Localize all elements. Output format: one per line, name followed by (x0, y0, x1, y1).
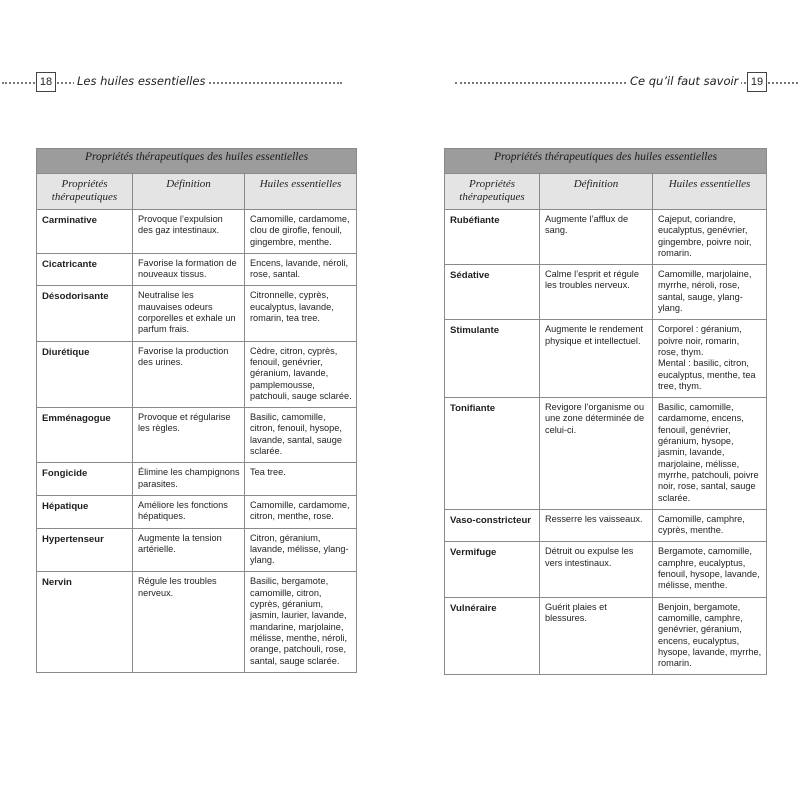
essential-oils-list: Cajeput, coriandre, eucalyptus, genévrier, gingembre, poivre noir, romarin. (653, 210, 767, 265)
property-definition: Revigore l’organisme ou une zone déterminée de celui-ci. (540, 398, 653, 510)
property-name: Hépatique (37, 495, 133, 528)
column-header-definition: Définition (133, 174, 245, 210)
property-definition: Provoque et régularise les règles. (133, 408, 245, 463)
table-row (37, 463, 357, 496)
property-name: Stimulante (445, 320, 540, 398)
column-header-properties: Propriétés thérapeutiques (37, 174, 133, 210)
column-header-oils: Huiles essentielles (245, 174, 357, 210)
essential-oils-list: Benjoin, bergamote, camomille, camphre, genévrier, géranium, encens, eucalyptus, hysope, lavande, myrrhe, romarin. (653, 597, 767, 675)
right-running-head (455, 72, 800, 92)
property-name: Rubéfiante (445, 210, 540, 265)
table-row (37, 495, 357, 528)
essential-oils-list: Camomille, cardamome, citron, menthe, rose. (245, 495, 357, 528)
column-header-oils: Huiles essentielles (653, 174, 767, 210)
essential-oils-list: Basilic, camomille, cardamome, encens, fenouil, genévrier, géranium, hysope, jasmin, lavande, marjolaine, mélisse, myrrhe, patchouli, poivre noir, rose, santal, sauge sclarée. (653, 398, 767, 510)
essential-oils-list: Basilic, bergamote, camomille, citron, cyprès, géranium, jasmin, laurier, lavande, mandarine, marjolaine, mélisse, menthe, néroli, orange, patchouli, rose, santal, sauge sclarée. (245, 572, 357, 672)
table-row (445, 320, 767, 398)
left-running-head-title: Les huiles essentielles (74, 74, 208, 88)
property-name: Nervin (37, 572, 133, 672)
property-name: Désodorisante (37, 286, 133, 341)
property-name: Tonifiante (445, 398, 540, 510)
essential-oils-list: Tea tree. (245, 463, 357, 496)
column-header-definition: Définition (540, 174, 653, 210)
right-page-number: 19 (747, 72, 767, 92)
table-row (37, 572, 357, 672)
table-row (37, 253, 357, 286)
property-definition: Favorise la formation de nouveaux tissus. (133, 253, 245, 286)
table-row (445, 597, 767, 675)
essential-oils-list: Camomille, marjolaine, myrrhe, néroli, rose, santal, sauge, ylang-ylang. (653, 265, 767, 320)
property-definition: Élimine les champignons parasites. (133, 463, 245, 496)
property-definition: Provoque l’expulsion des gaz intestinaux. (133, 210, 245, 254)
property-name: Emménagogue (37, 408, 133, 463)
property-name: Diurétique (37, 341, 133, 407)
table-row (445, 398, 767, 510)
essential-oils-list: Encens, lavande, néroli, rose, santal. (245, 253, 357, 286)
property-name: Vulnéraire (445, 597, 540, 675)
table-title: Propriétés thérapeutiques des huiles essentielles (37, 149, 357, 174)
property-name: Vaso-constricteur (445, 509, 540, 542)
property-definition: Favorise la production des urines. (133, 341, 245, 407)
essential-oils-list: Citronnelle, cyprès, eucalyptus, lavande, romarin, tea tree. (245, 286, 357, 341)
property-name: Sédative (445, 265, 540, 320)
table-row (37, 286, 357, 341)
table-row (37, 408, 357, 463)
right-running-head-title: Ce qu’il faut savoir (627, 74, 741, 88)
left-properties-table (36, 148, 357, 673)
property-definition: Régule les troubles nerveux. (133, 572, 245, 672)
property-definition: Améliore les fonctions hépatiques. (133, 495, 245, 528)
property-definition: Guérit plaies et blessures. (540, 597, 653, 675)
property-definition: Resserre les vaisseaux. (540, 509, 653, 542)
column-header-properties: Propriétés thérapeutiques (445, 174, 540, 210)
property-definition: Calme l’esprit et régule les troubles nerveux. (540, 265, 653, 320)
table-row (445, 542, 767, 597)
property-name: Carminative (37, 210, 133, 254)
property-definition: Neutralise les mauvaises odeurs corporelles et exhale un parfum frais. (133, 286, 245, 341)
table-row (445, 509, 767, 542)
property-name: Fongicide (37, 463, 133, 496)
essential-oils-list: Corporel : géranium, poivre noir, romarin, rose, thym. Mental : basilic, citron, eucalyptus, menthe, tea tree, thym. (653, 320, 767, 398)
property-name: Hypertenseur (37, 528, 133, 572)
essential-oils-list: Basilic, camomille, citron, fenouil, hysope, lavande, santal, sauge sclarée. (245, 408, 357, 463)
table-row (445, 265, 767, 320)
left-page-number: 18 (36, 72, 56, 92)
table-title: Propriétés thérapeutiques des huiles essentielles (445, 149, 767, 174)
left-running-head (0, 72, 345, 92)
property-name: Cicatricante (37, 253, 133, 286)
essential-oils-list: Bergamote, camomille, camphre, eucalyptus, fenouil, hysope, lavande, mélisse, menthe. (653, 542, 767, 597)
table-row (37, 210, 357, 254)
property-definition: Augmente le rendement physique et intellectuel. (540, 320, 653, 398)
essential-oils-list: Citron, géranium, lavande, mélisse, ylang-ylang. (245, 528, 357, 572)
property-definition: Augmente la tension artérielle. (133, 528, 245, 572)
right-properties-table (444, 148, 767, 675)
essential-oils-list: Camomille, cardamome, clou de girofle, fenouil, gingembre, menthe. (245, 210, 357, 254)
essential-oils-list: Camomille, camphre, cyprès, menthe. (653, 509, 767, 542)
property-definition: Détruit ou expulse les vers intestinaux. (540, 542, 653, 597)
property-name: Vermifuge (445, 542, 540, 597)
property-definition: Augmente l’afflux de sang. (540, 210, 653, 265)
table-row (37, 341, 357, 407)
essential-oils-list: Cèdre, citron, cyprès, fenouil, genévrier, géranium, lavande, pamplemousse, patchouli, sauge sclarée. (245, 341, 357, 407)
table-row (37, 528, 357, 572)
table-row (445, 210, 767, 265)
